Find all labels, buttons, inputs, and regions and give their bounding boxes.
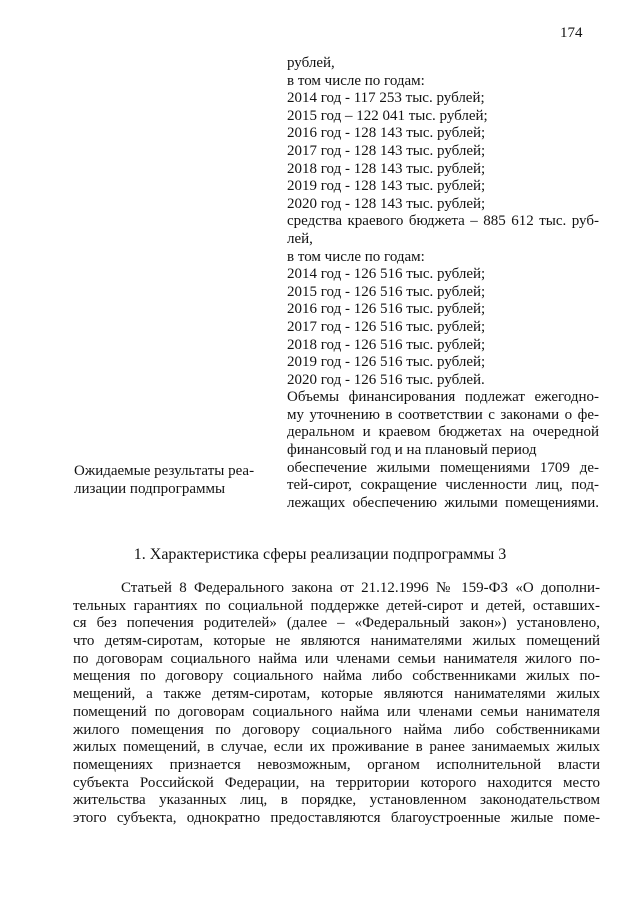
funding-line: 2014 год - 126 516 тыс. рублей; bbox=[287, 266, 486, 283]
funding-line: 2018 год - 126 516 тыс. рублей; bbox=[287, 336, 486, 353]
body-line: помещений по договорам социального найма или членами семьи нанимателя bbox=[73, 703, 600, 720]
funding-line: 2020 год - 126 516 тыс. рублей. bbox=[287, 371, 485, 388]
funding-line: 2018 год - 128 143 тыс. рублей; bbox=[287, 160, 486, 177]
body-line: мещений, а также детям-сиротам, которые являются нанимателями жилых bbox=[73, 686, 600, 703]
results-line: тей-сирот, сокращение численности лиц, под- bbox=[287, 477, 599, 494]
body-line: что детям-сиротам, которые не являются нанимателями жилых помещений bbox=[73, 633, 600, 650]
funding-line: в том числе по годам: bbox=[287, 248, 425, 265]
funding-line: 2015 год - 126 516 тыс. рублей; bbox=[287, 283, 486, 300]
body-line: жительства указанных лиц, в порядке, установленном законодательством bbox=[73, 792, 600, 809]
funding-line: му уточнению в соответствии с законами о фе- bbox=[287, 406, 599, 423]
body-line: жилых помещений, в случае, если их проживание в ранее занимаемых жилых bbox=[73, 739, 600, 756]
funding-line: 2019 год - 126 516 тыс. рублей; bbox=[287, 354, 486, 371]
body-line: этого субъекта, однократно предоставляются благоустроенные жилые поме- bbox=[73, 809, 600, 826]
expected-results-label bbox=[74, 463, 274, 498]
body-line: помещениях признается невозможным, органом исполнительной власти bbox=[73, 756, 600, 773]
funding-line: рублей, bbox=[287, 55, 335, 71]
funding-line: в том числе по годам: bbox=[287, 72, 425, 89]
results-line: обеспечение жилыми помещениями 1709 де- bbox=[287, 459, 599, 476]
body-line: Статьей 8 Федерального закона от 21.12.1996 № 159-ФЗ «О дополни- bbox=[121, 580, 600, 596]
funding-line: 2017 год - 126 516 тыс. рублей; bbox=[287, 318, 486, 335]
page-number: 174 bbox=[560, 25, 583, 41]
label-line: лизации подпрограммы bbox=[74, 480, 226, 497]
body-line: жилого помещения по договору социального найма либо собственниками bbox=[73, 721, 600, 738]
funding-line: 2017 год - 128 143 тыс. рублей; bbox=[287, 142, 486, 159]
funding-line: лей, bbox=[287, 230, 313, 247]
body-line: субъекта Российской Федерации, на территории которого находится место bbox=[73, 774, 600, 791]
funding-column bbox=[287, 55, 599, 512]
section-heading: 1. Характеристика сферы реализации подпрограммы 3 bbox=[133, 546, 507, 563]
body-line: по договорам социального найма или членами семьи нанимателя жилого по- bbox=[73, 650, 600, 667]
funding-line: 2014 год - 117 253 тыс. рублей; bbox=[287, 90, 485, 107]
funding-line: 2020 год - 128 143 тыс. рублей; bbox=[287, 195, 486, 212]
funding-line: Объемы финансирования подлежат ежегодно- bbox=[287, 389, 599, 406]
funding-line: 2016 год - 126 516 тыс. рублей; bbox=[287, 301, 486, 318]
funding-line: финансовый год и на плановый период bbox=[287, 442, 537, 459]
body-line: ся без попечения родителей» (далее – «Федеральный закон») установлено, bbox=[73, 615, 600, 632]
funding-line: 2015 год – 122 041 тыс. рублей; bbox=[287, 107, 488, 124]
funding-line: 2016 год - 128 143 тыс. рублей; bbox=[287, 125, 486, 142]
body-line: мещения по договору социального найма либо собственниками жилых по- bbox=[73, 668, 600, 685]
funding-line: средства краевого бюджета – 885 612 тыс. руб- bbox=[287, 213, 599, 230]
funding-line: деральном и краевом бюджетах на очередной bbox=[287, 424, 599, 441]
funding-line: 2019 год - 128 143 тыс. рублей; bbox=[287, 178, 486, 195]
body-line: тельных гарантиях по социальной поддержке детей-сирот и детей, оставших- bbox=[73, 597, 600, 614]
label-line: Ожидаемые результаты реа- bbox=[74, 463, 255, 479]
results-line: лежащих обеспечению жилыми помещениями. bbox=[287, 494, 599, 511]
body-paragraph bbox=[73, 580, 600, 828]
